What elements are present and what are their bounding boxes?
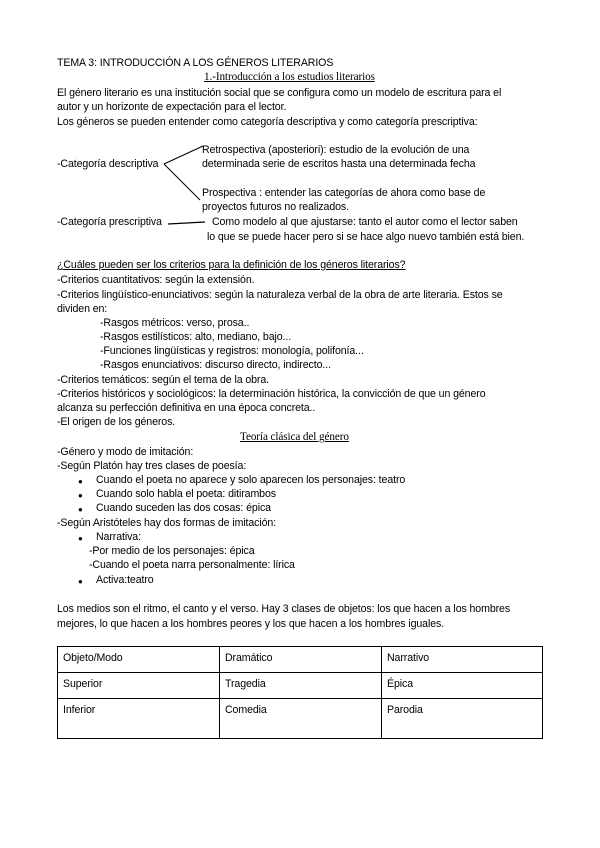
prospectiva-line-2: proyectos futuros no realizados. bbox=[202, 201, 349, 213]
table-cell: Objeto/Modo bbox=[58, 647, 220, 673]
objeto-modo-table bbox=[57, 646, 543, 739]
bullet-icon: ● bbox=[78, 491, 83, 500]
section-heading-teoria: Teoría clásica del género bbox=[240, 431, 349, 443]
platon-item: Cuando solo habla el poeta: ditirambos bbox=[96, 488, 276, 500]
table-header-row bbox=[58, 647, 543, 673]
table-cell: Épica bbox=[382, 673, 543, 699]
intro-line-1: El género literario es una institución social que se configura como un modelo de escritura para el bbox=[57, 87, 502, 99]
narrativa-sub: -Por medio de los personajes: épica bbox=[89, 545, 255, 557]
table-row bbox=[58, 673, 543, 699]
criteria-line: -Criterios lingüístico-enunciativos: según la naturaleza verbal de la obra de arte literaria. Estos se bbox=[57, 289, 503, 301]
rasgo-item: -Rasgos enunciativos: discurso directo, indirecto... bbox=[100, 359, 331, 371]
bullet-icon: ● bbox=[78, 534, 83, 543]
prescriptiva-desc-line-1: Como modelo al que ajustarse: tanto el autor como el lector saben bbox=[212, 216, 518, 228]
rasgo-item: -Funciones lingüísticas y registros: monología, polifonía... bbox=[100, 345, 364, 357]
arrow-line bbox=[168, 218, 208, 228]
table-cell: Tragedia bbox=[220, 673, 382, 699]
criteria-line: -El origen de los géneros. bbox=[57, 416, 176, 428]
table-cell: Inferior bbox=[58, 699, 220, 739]
criteria-line: -Criterios cuantitativos: según la extensión. bbox=[57, 274, 255, 286]
categoria-prescriptiva-label: -Categoría prescriptiva bbox=[57, 216, 162, 228]
narrativa-item: Narrativa: bbox=[96, 531, 141, 543]
criteria-heading: ¿Cuáles pueden ser los criterios para la definición de los géneros literarios? bbox=[57, 259, 406, 271]
prescriptiva-desc-line-2: lo que se puede hacer pero si se hace algo nuevo también está bien. bbox=[207, 231, 525, 243]
table-cell: Dramático bbox=[220, 647, 382, 673]
bullet-icon: ● bbox=[78, 577, 83, 586]
criteria-line: alcanza su perfección definitiva en una época concreta.. bbox=[57, 402, 316, 414]
page-title: TEMA 3: INTRODUCCIÓN A LOS GÉNEROS LITERARIOS bbox=[57, 57, 334, 69]
medios-line-1: Los medios son el ritmo, el canto y el verso. Hay 3 clases de objetos: los que hacen a los hombres bbox=[57, 603, 511, 615]
table-cell: Superior bbox=[58, 673, 220, 699]
intro-line-3: Los géneros se pueden entender como categoría descriptiva y como categoría prescriptiva: bbox=[57, 116, 478, 128]
narrativa-sub: -Cuando el poeta narra personalmente: lírica bbox=[89, 559, 295, 571]
criteria-line: -Criterios temáticos: según el tema de la obra. bbox=[57, 374, 269, 386]
retrospectiva-line-1: Retrospectiva (aposteriori): estudio de la evolución de una bbox=[202, 144, 470, 156]
table-cell: Narrativo bbox=[382, 647, 543, 673]
rasgo-item: -Rasgos métricos: verso, prosa.. bbox=[100, 317, 250, 329]
categoria-descriptiva-label: -Categoría descriptiva bbox=[57, 158, 159, 170]
aristoteles-line: -Según Aristóteles hay dos formas de imitación: bbox=[57, 517, 277, 529]
table-cell: Parodia bbox=[382, 699, 543, 739]
platon-line: -Según Platón hay tres clases de poesía: bbox=[57, 460, 247, 472]
table-row bbox=[58, 699, 543, 739]
bullet-icon: ● bbox=[78, 477, 83, 486]
activa-item: Activa:teatro bbox=[96, 574, 154, 586]
table-cell: Comedia bbox=[220, 699, 382, 739]
criteria-line: -Criterios históricos y sociológicos: la determinación histórica, la convicción de que un género bbox=[57, 388, 486, 400]
intro-line-2: autor y un horizonte de expectación para el lector. bbox=[57, 101, 287, 113]
medios-line-2: mejores, lo que hacen a los hombres peores y los que hacen a los hombres iguales. bbox=[57, 618, 445, 630]
bullet-icon: ● bbox=[78, 505, 83, 514]
retrospectiva-line-2: determinada serie de escritos hasta una determinada fecha bbox=[202, 158, 476, 170]
classic-line: -Género y modo de imitación: bbox=[57, 446, 194, 458]
section-heading-intro: 1.-Introducción a los estudios literarios bbox=[204, 71, 375, 83]
rasgo-item: -Rasgos estilísticos: alto, mediano, bajo... bbox=[100, 331, 292, 343]
prospectiva-line-1: Prospectiva : entender las categorías de ahora como base de bbox=[202, 187, 486, 199]
criteria-line: dividen en: bbox=[57, 303, 108, 315]
platon-item: Cuando suceden las dos cosas: épica bbox=[96, 502, 271, 514]
platon-item: Cuando el poeta no aparece y solo aparecen los personajes: teatro bbox=[96, 474, 406, 486]
